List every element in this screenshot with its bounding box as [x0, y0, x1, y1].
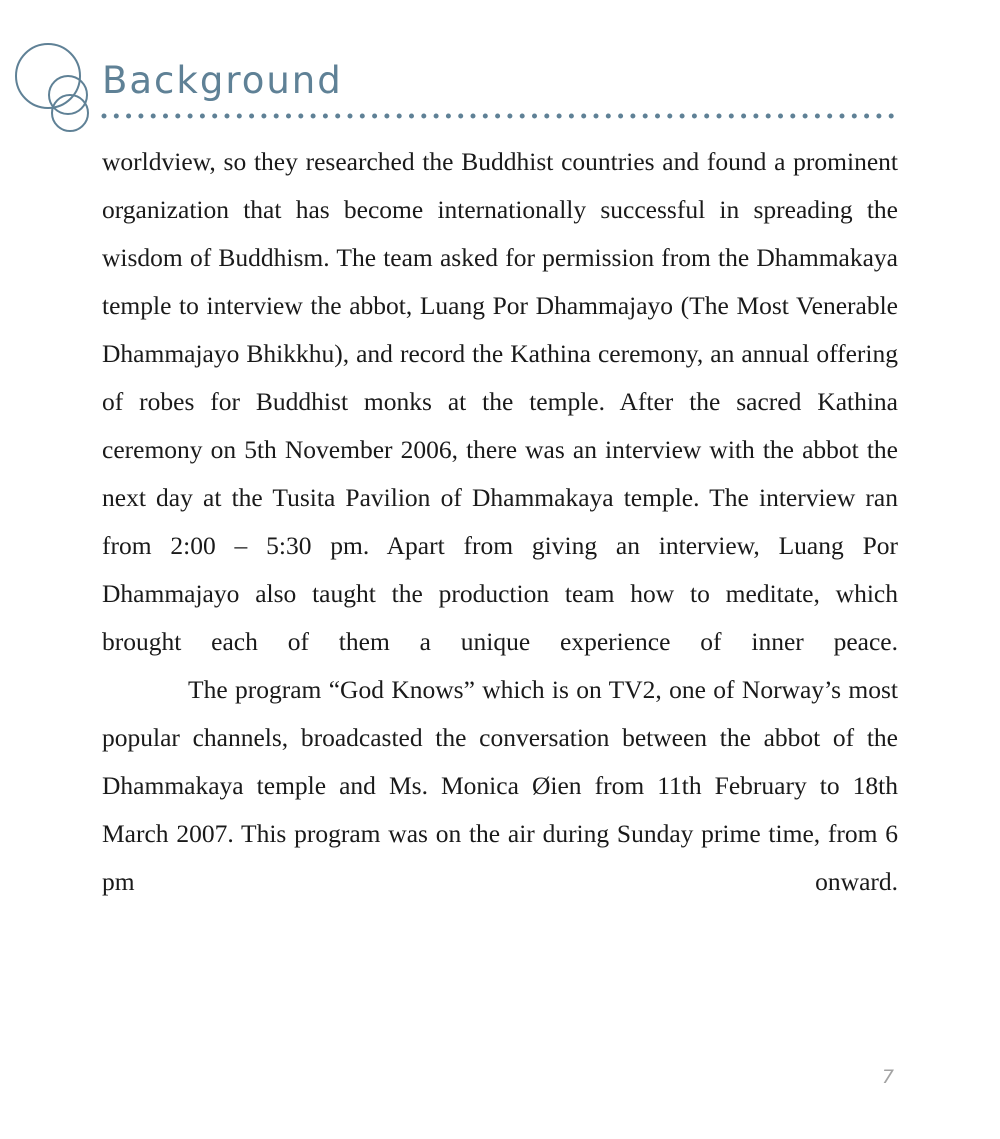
paragraph: worldview, so they researched the Buddhist countries and found a prominent organization that has become internationally successful in spreading the wisdom of Buddhism. The team asked for permission from the Dhammakaya temple to interview the abbot, Luang Por Dhammajayo (The Most Venerable Dhammajayo Bhikkhu), and record the Kathina ceremony, an annual offering of robes for Buddhist monks at the temple. After the sacred Kathina ceremony on 5th November 2006, there was an interview with the abbot the next day at the Tusita Pavilion of Dhammakaya temple. The interview ran from 2:00 – 5:30 pm. Apart from giving an interview, Luang Por Dhammajayo also taught the production team how to meditate, which brought each of them a unique experience of inner peace. [102, 147, 898, 656]
section-title: Background [102, 59, 343, 102]
body-text [102, 138, 898, 906]
dotted-divider [100, 112, 902, 120]
page-number: 7 [881, 1066, 894, 1088]
paragraph: The program “God Knows” which is on TV2, one of Norway’s most popular channels, broadcasted the conversation between the abbot of the Dhammakaya temple and Ms. Monica Øien from 11th February to 18th March 2007. This program was on the air during Sunday prime time, from 6 pm onward. [102, 675, 898, 896]
circles-logo-icon [14, 40, 104, 136]
